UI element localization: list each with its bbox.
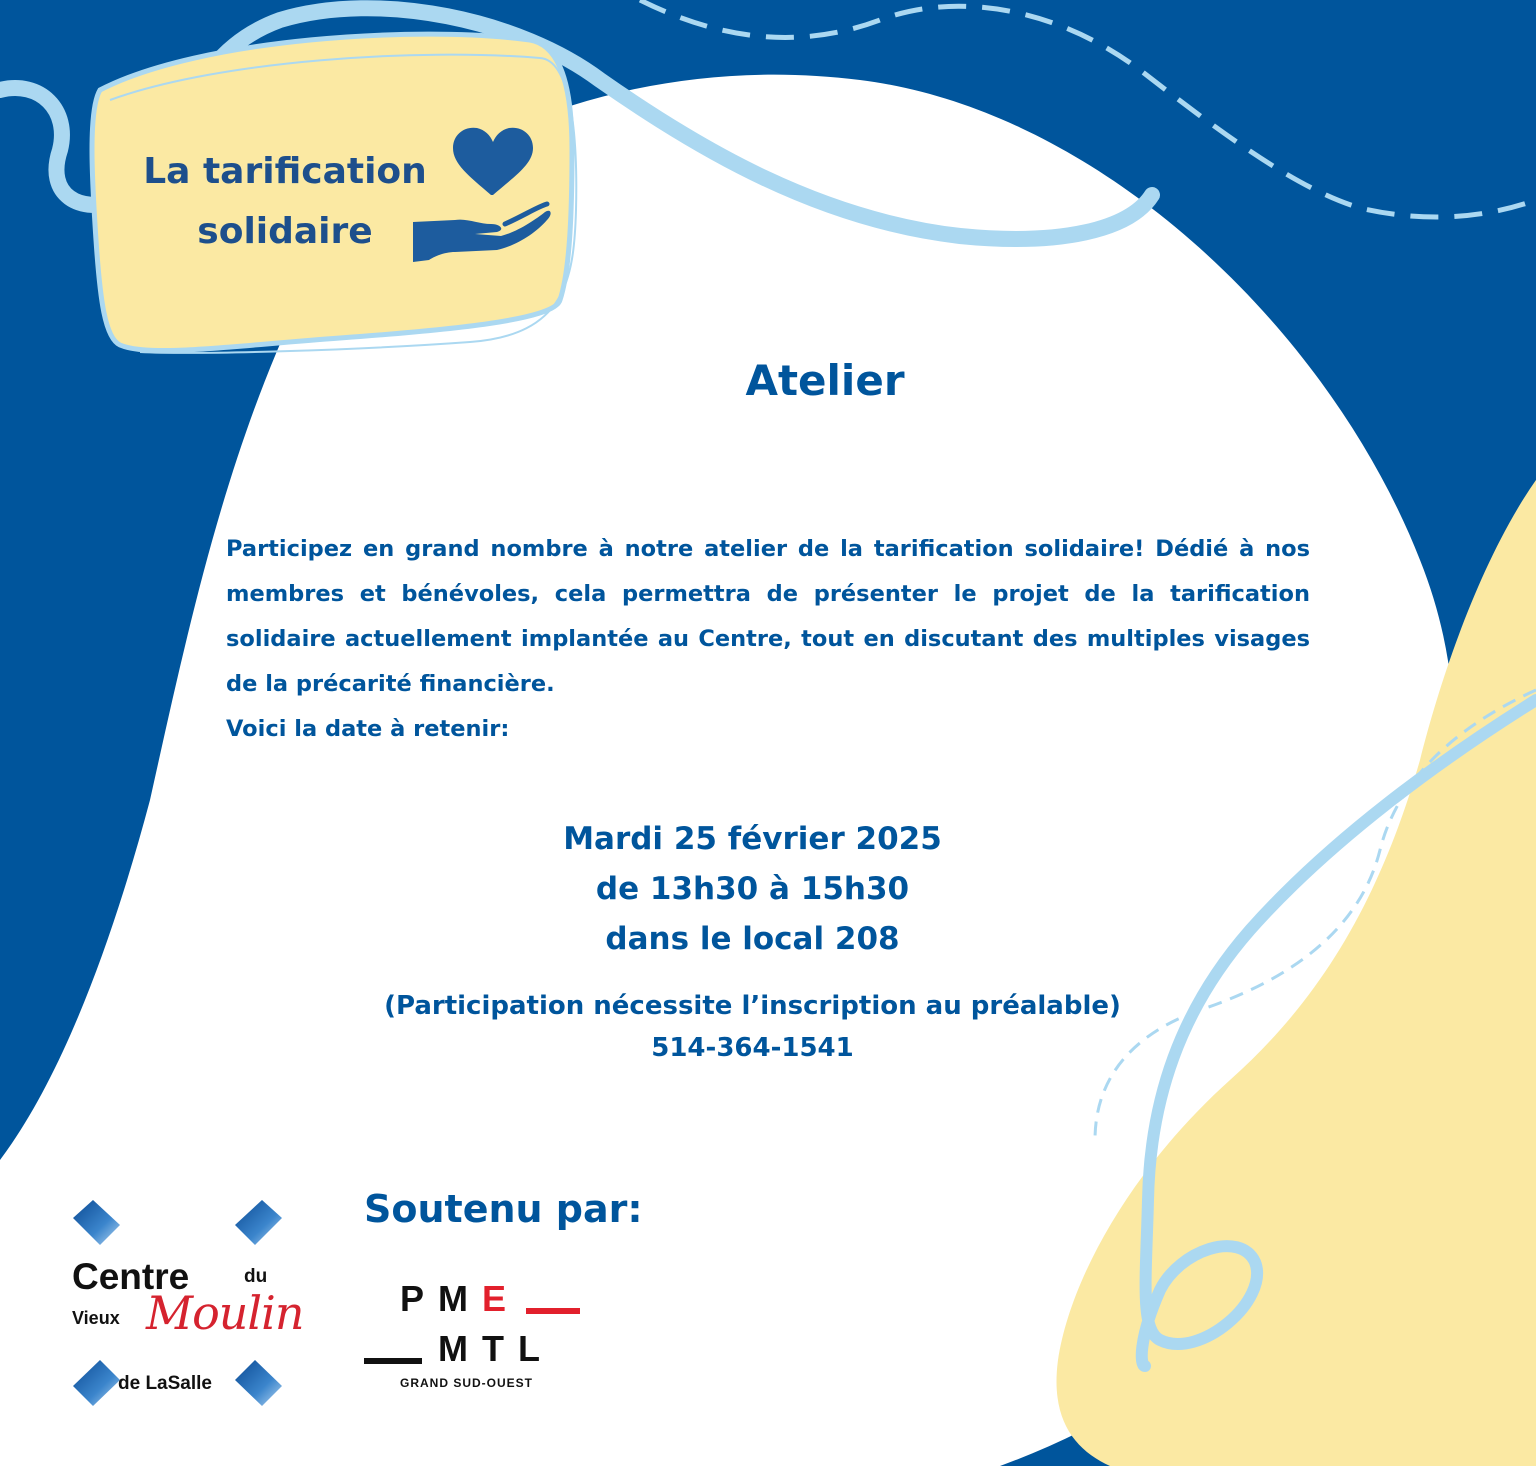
description-paragraph: Participez en grand nombre à notre atelier de la tarification solidaire! Dédié à nos membres et bénévoles, cela permettra de présenter le projet de la tarification solidaire actuellement implantée au Centre, tout en discutant des multiples visages de la précarité financière. — [226, 536, 1310, 697]
pme-pm: PM — [400, 1278, 482, 1319]
registration-note: (Participation nécessite l’inscription au préalable) — [384, 991, 1121, 1021]
event-place: dans le local 208 — [605, 921, 900, 957]
pme-red-bar — [526, 1308, 580, 1314]
cvm-centre-text: Centre — [72, 1256, 190, 1297]
pme-e: E — [482, 1278, 521, 1319]
date-intro: Voici la date à retenir: — [226, 716, 510, 742]
hand-icon — [413, 211, 551, 262]
event-date: Mardi 25 février 2025 — [563, 821, 942, 857]
badge-title-line1: La tarification — [143, 151, 427, 192]
heart-hand-icon — [405, 120, 555, 270]
event-details — [400, 814, 1105, 964]
logo-centre-vieux-moulin — [60, 1190, 310, 1415]
cvm-lasalle-text: de LaSalle — [118, 1373, 212, 1394]
registration-info — [300, 985, 1205, 1069]
logo-pme-mtl — [360, 1278, 590, 1393]
event-time: de 13h30 à 15h30 — [595, 871, 910, 907]
heart-icon — [453, 128, 533, 195]
pme-top-text — [400, 1278, 520, 1320]
cvm-vieux-text: Vieux — [72, 1308, 120, 1328]
badge-title-line2: solidaire — [197, 211, 373, 252]
registration-phone[interactable]: 514-364-1541 — [651, 1033, 854, 1063]
cvm-du-text: du — [244, 1266, 268, 1287]
cvm-moulin-text: Moulin — [146, 1286, 304, 1340]
pme-mtl: MTL — [438, 1328, 554, 1369]
supported-by-label: Soutenu par: — [364, 1187, 643, 1231]
body-text — [226, 527, 1310, 752]
pme-subtitle: GRAND SUD-OUEST — [400, 1376, 534, 1390]
badge-title — [120, 142, 450, 262]
pme-black-bar — [364, 1358, 422, 1364]
page-title: Atelier — [745, 356, 905, 405]
